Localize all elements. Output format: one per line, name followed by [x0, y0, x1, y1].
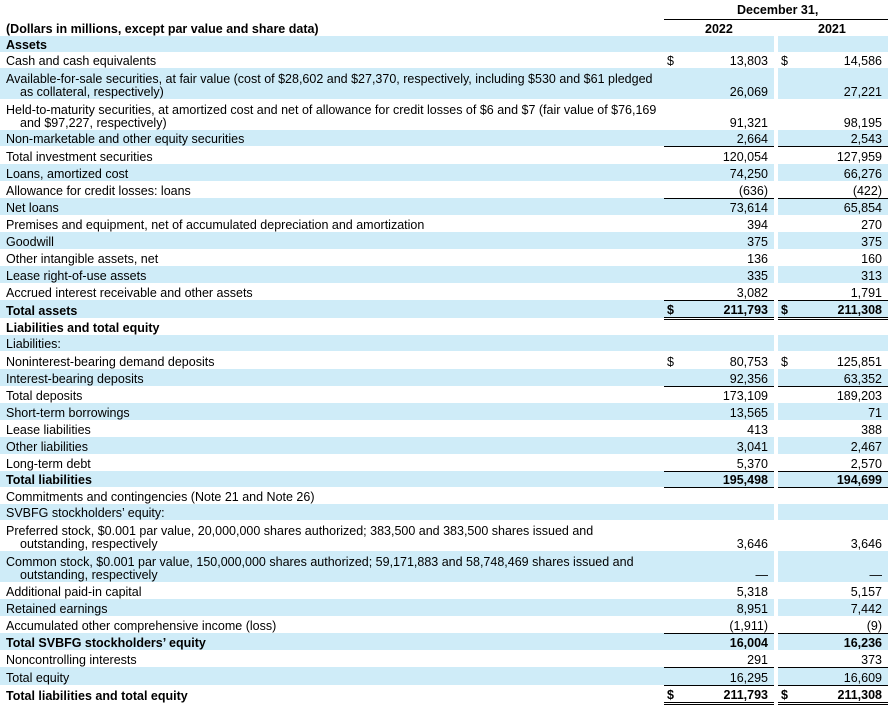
currency-2022: [664, 249, 680, 266]
currency-2021: [778, 283, 794, 300]
currency-2022: [664, 215, 680, 232]
row-label: [0, 487, 664, 504]
currency-2021: $: [778, 685, 794, 703]
currency-2022: $: [664, 300, 680, 318]
value-2021: 14,586: [843, 54, 882, 68]
table-row: [0, 437, 888, 454]
table-row: [0, 318, 888, 335]
row-label-text: Net loans: [6, 201, 59, 215]
table-row: [0, 551, 888, 582]
value-2021: 16,236: [794, 633, 888, 650]
currency-2022: [664, 164, 680, 181]
value-2022: 13,803: [729, 54, 768, 68]
value-2022: 92,356: [680, 369, 774, 386]
table-row: [0, 471, 888, 487]
row-label-text: Other intangible assets, net: [6, 252, 159, 266]
value-2022: 2,664: [680, 130, 774, 146]
row-label: [0, 369, 664, 386]
table-row: [0, 181, 888, 198]
table-row: [0, 335, 888, 351]
value-2021: 127,959: [836, 150, 882, 164]
row-label: [0, 52, 664, 68]
row-label: [0, 318, 664, 335]
value-2022: 211,793: [680, 685, 774, 703]
currency-2022: [664, 181, 680, 198]
currency-2021: $: [781, 54, 788, 68]
row-label: [0, 420, 664, 437]
row-label: [0, 520, 664, 551]
row-label-text: Total liabilities and total equity: [6, 689, 188, 703]
value-2022: 3,082: [680, 283, 774, 300]
value-2021: 125,851: [836, 355, 882, 369]
row-label: [0, 36, 664, 52]
currency-2022: [664, 504, 680, 520]
value-2022: 413: [747, 423, 768, 437]
table-row: [0, 582, 888, 599]
currency-2022: [664, 520, 680, 551]
currency-2021: [778, 616, 794, 633]
row-label-text: SVBFG stockholders’ equity:: [6, 506, 165, 520]
value-2022: [680, 504, 774, 520]
row-label-text: Retained earnings: [6, 602, 108, 616]
currency-2021: [778, 667, 794, 685]
table-row: [0, 130, 888, 146]
table-row: [0, 164, 888, 181]
value-2022: 136: [747, 252, 768, 266]
row-label: [0, 198, 664, 215]
value-2021: 194,699: [794, 471, 888, 487]
currency-2021: [778, 266, 794, 283]
row-label: [0, 300, 664, 318]
currency-2021: [778, 318, 794, 335]
currency-2021: [778, 403, 794, 420]
currency-2021: [778, 146, 794, 164]
currency-2022: [664, 633, 680, 650]
row-label-text: Total liabilities: [6, 473, 92, 487]
value-2021: [794, 487, 888, 504]
row-label: [0, 551, 664, 582]
table-row: [0, 616, 888, 633]
table-row: [0, 633, 888, 650]
table-row: [0, 403, 888, 420]
table-row: [0, 68, 888, 99]
table-row: [0, 266, 888, 283]
row-label: [0, 454, 664, 471]
value-2021: 388: [861, 423, 882, 437]
row-label: [0, 249, 664, 266]
row-label: [0, 283, 664, 300]
table-row: [0, 667, 888, 685]
row-label-text: Noncontrolling interests: [6, 653, 137, 667]
currency-2021: [778, 520, 794, 551]
table-row: [0, 386, 888, 403]
currency-2022: [664, 420, 680, 437]
row-label: [0, 99, 664, 130]
currency-2021: [778, 181, 794, 198]
value-2022: 195,498: [680, 471, 774, 487]
value-2021: 71: [794, 403, 888, 420]
currency-2021: [778, 369, 794, 386]
row-label-text: Cash and cash equivalents: [6, 54, 157, 68]
currency-2021: [778, 650, 794, 667]
table-row: [0, 52, 888, 68]
value-2021: 160: [861, 252, 882, 266]
currency-2022: [664, 599, 680, 616]
table-row: [0, 520, 888, 551]
currency-2022: $: [667, 355, 674, 369]
row-label-text: Accrued interest receivable and other assets: [6, 286, 253, 300]
currency-2021: [778, 633, 794, 650]
period-label: December 31,: [737, 3, 819, 17]
currency-2021: [778, 504, 794, 520]
value-2022: 5,318: [736, 585, 768, 599]
currency-2022: [664, 667, 680, 685]
currency-2021: $: [778, 300, 794, 318]
period-underline: [664, 19, 888, 20]
currency-2022: [664, 454, 680, 471]
table-row: [0, 249, 888, 266]
value-2022: 26,069: [680, 68, 774, 99]
row-label-text: Available-for-sale securities, at fair value (cost of $28,602 and $27,370, respectively, including $530 and $61 pledged: [6, 72, 653, 86]
row-label: [0, 130, 664, 146]
value-2021: 63,352: [794, 369, 888, 386]
row-label-text: Goodwill: [6, 235, 54, 249]
row-label: [0, 685, 664, 703]
row-label-text: Liabilities:: [6, 337, 61, 351]
row-label-text: Accumulated other comprehensive income (loss): [6, 619, 277, 633]
currency-2021: [778, 437, 794, 454]
row-label-text: Allowance for credit losses: loans: [6, 184, 191, 198]
value-2022: 394: [747, 218, 768, 232]
currency-2021: [778, 68, 794, 99]
value-2021: (422): [794, 181, 888, 198]
value-2021: 7,442: [794, 599, 888, 616]
row-label-text: Lease liabilities: [6, 423, 91, 437]
currency-2022: [664, 386, 680, 403]
row-label-text: Noninterest-bearing demand deposits: [6, 355, 215, 369]
currency-2022: [664, 335, 680, 351]
currency-2022: [664, 146, 680, 164]
value-2022: 211,793: [680, 300, 774, 318]
value-2021: [794, 335, 888, 351]
currency-2022: [664, 232, 680, 249]
currency-2021: [778, 99, 794, 130]
row-label-text: Interest-bearing deposits: [6, 372, 144, 386]
currency-2022: [664, 130, 680, 146]
currency-2022: [664, 437, 680, 454]
value-2021: 16,609: [794, 667, 888, 685]
value-2022: 16,295: [680, 667, 774, 685]
table-row: [0, 198, 888, 215]
currency-2022: [664, 650, 680, 667]
row-label-text: Non-marketable and other equity securities: [6, 132, 245, 146]
currency-2021: [778, 215, 794, 232]
column-header-2022: 2022: [705, 22, 733, 36]
row-label-text: Total investment securities: [6, 150, 153, 164]
currency-2021: [778, 232, 794, 249]
row-label: [0, 146, 664, 164]
row-label-text: Total deposits: [6, 389, 83, 403]
currency-2022: [664, 582, 680, 599]
value-2021: 2,570: [794, 454, 888, 471]
value-2021: [794, 318, 888, 335]
row-label-continuation: and $97,227, respectively): [20, 116, 167, 130]
currency-2022: [664, 471, 680, 487]
value-2022: 74,250: [680, 164, 774, 181]
currency-2021: [778, 386, 794, 403]
currency-2022: [664, 283, 680, 300]
currency-2022: [664, 68, 680, 99]
row-label-text: Held-to-maturity securities, at amortized cost and net of allowance for credit losses of $6 and $7 (fair value of $76,169: [6, 103, 657, 117]
value-2021: 2,543: [794, 130, 888, 146]
units-note: (Dollars in millions, except par value and share data): [6, 22, 319, 36]
currency-2021: [778, 420, 794, 437]
value-2022: —: [680, 551, 774, 582]
currency-2022: [664, 616, 680, 633]
value-2021: 65,854: [794, 198, 888, 215]
value-2021: 27,221: [794, 68, 888, 99]
value-2021: [794, 36, 888, 52]
row-label: [0, 471, 664, 487]
currency-2022: [664, 551, 680, 582]
currency-2022: $: [664, 685, 680, 703]
table-row: [0, 215, 888, 232]
value-2022: 120,054: [722, 150, 768, 164]
table-row: [0, 420, 888, 437]
row-label-text: Commitments and contingencies (Note 21 and Note 26): [6, 490, 315, 504]
row-label: [0, 181, 664, 198]
value-2021: 3,646: [850, 537, 882, 551]
row-label: [0, 582, 664, 599]
row-label: [0, 266, 664, 283]
value-2021: 189,203: [836, 389, 882, 403]
table-row: [0, 146, 888, 164]
value-2022: 5,370: [680, 454, 774, 471]
row-label: [0, 403, 664, 420]
row-label-text: Total assets: [6, 304, 78, 318]
value-2021: 2,467: [794, 437, 888, 454]
table-row: [0, 599, 888, 616]
currency-2021: [778, 198, 794, 215]
value-2022: 73,614: [680, 198, 774, 215]
column-header-2021: 2021: [818, 22, 846, 36]
currency-2022: $: [667, 54, 674, 68]
value-2021: 98,195: [843, 116, 882, 130]
row-label: [0, 164, 664, 181]
currency-2022: [664, 36, 680, 52]
row-label: [0, 599, 664, 616]
value-2021: —: [794, 551, 888, 582]
value-2021: (9): [794, 616, 888, 633]
row-label-text: Preferred stock, $0.001 par value, 20,000,000 shares authorized; 383,500 and 383,500 shares issued and: [6, 524, 594, 538]
value-2021: 211,308: [794, 685, 888, 703]
value-2021: 5,157: [850, 585, 882, 599]
currency-2021: [778, 487, 794, 504]
row-label: [0, 437, 664, 454]
currency-2021: [778, 249, 794, 266]
balance-sheet-table: [0, 36, 888, 705]
currency-2021: [778, 471, 794, 487]
row-label: [0, 215, 664, 232]
row-label-text: Total SVBFG stockholders’ equity: [6, 636, 206, 650]
row-label: [0, 232, 664, 249]
value-2022: 8,951: [680, 599, 774, 616]
row-label-text: Other liabilities: [6, 440, 88, 454]
row-label: [0, 386, 664, 403]
table-row: [0, 99, 888, 130]
row-label-continuation: outstanding, respectively: [20, 568, 158, 582]
value-2021: 313: [794, 266, 888, 283]
value-2022: (1,911): [680, 616, 774, 633]
value-2022: [680, 487, 774, 504]
value-2022: 173,109: [722, 389, 768, 403]
value-2022: 91,321: [729, 116, 768, 130]
value-2021: 211,308: [794, 300, 888, 318]
value-2021: 375: [794, 232, 888, 249]
value-2021: 270: [861, 218, 882, 232]
table-row: [0, 283, 888, 300]
value-2022: [680, 36, 774, 52]
value-2022: [680, 335, 774, 351]
value-2021: 373: [794, 650, 888, 667]
currency-2022: [664, 198, 680, 215]
value-2022: 13,565: [680, 403, 774, 420]
currency-2021: [778, 454, 794, 471]
row-label: [0, 650, 664, 667]
value-2022: 80,753: [729, 355, 768, 369]
value-2022: 335: [680, 266, 774, 283]
row-label-text: Liabilities and total equity: [6, 321, 160, 335]
currency-2021: [778, 551, 794, 582]
currency-2022: [664, 403, 680, 420]
row-label: [0, 633, 664, 650]
currency-2021: $: [781, 355, 788, 369]
currency-2021: [778, 36, 794, 52]
value-2022: 16,004: [680, 633, 774, 650]
row-label-text: Long-term debt: [6, 457, 91, 471]
row-label: [0, 68, 664, 99]
value-2022: (636): [680, 181, 774, 198]
value-2022: 375: [680, 232, 774, 249]
row-label-continuation: outstanding, respectively: [20, 537, 158, 551]
row-label-text: Assets: [6, 38, 47, 52]
row-label-text: Loans, amortized cost: [6, 167, 129, 181]
row-label: [0, 351, 664, 369]
row-label-text: Short-term borrowings: [6, 406, 130, 420]
row-label: [0, 667, 664, 685]
table-row: [0, 300, 888, 318]
table-row: [0, 351, 888, 369]
row-label: [0, 616, 664, 633]
currency-2021: [778, 599, 794, 616]
row-label-text: Lease right-of-use assets: [6, 269, 147, 283]
row-label: [0, 335, 664, 351]
row-label-text: Total equity: [6, 671, 70, 685]
row-label-text: Premises and equipment, net of accumulated depreciation and amortization: [6, 218, 425, 232]
value-2021: 66,276: [794, 164, 888, 181]
row-label-continuation: as collateral, respectively): [20, 85, 164, 99]
currency-2021: [778, 130, 794, 146]
row-label-text: Additional paid-in capital: [6, 585, 142, 599]
value-2021: [794, 504, 888, 520]
value-2022: 3,646: [736, 537, 768, 551]
currency-2022: [664, 487, 680, 504]
currency-2022: [664, 318, 680, 335]
currency-2022: [664, 99, 680, 130]
table-row: [0, 232, 888, 249]
currency-2021: [778, 335, 794, 351]
table-row: [0, 36, 888, 52]
currency-2022: [664, 369, 680, 386]
table-row: [0, 504, 888, 520]
value-2022: [680, 318, 774, 335]
table-row: [0, 369, 888, 386]
currency-2022: [664, 266, 680, 283]
value-2022: 291: [680, 650, 774, 667]
table-row: [0, 685, 888, 703]
value-2022: 3,041: [680, 437, 774, 454]
currency-2021: [778, 164, 794, 181]
table-row: [0, 650, 888, 667]
value-2021: 1,791: [794, 283, 888, 300]
row-label-text: Common stock, $0.001 par value, 150,000,000 shares authorized; 59,171,883 and 58,748,469 shares issued and: [6, 555, 634, 569]
table-row: [0, 454, 888, 471]
currency-2021: [778, 582, 794, 599]
table-row: [0, 487, 888, 504]
row-label: [0, 504, 664, 520]
